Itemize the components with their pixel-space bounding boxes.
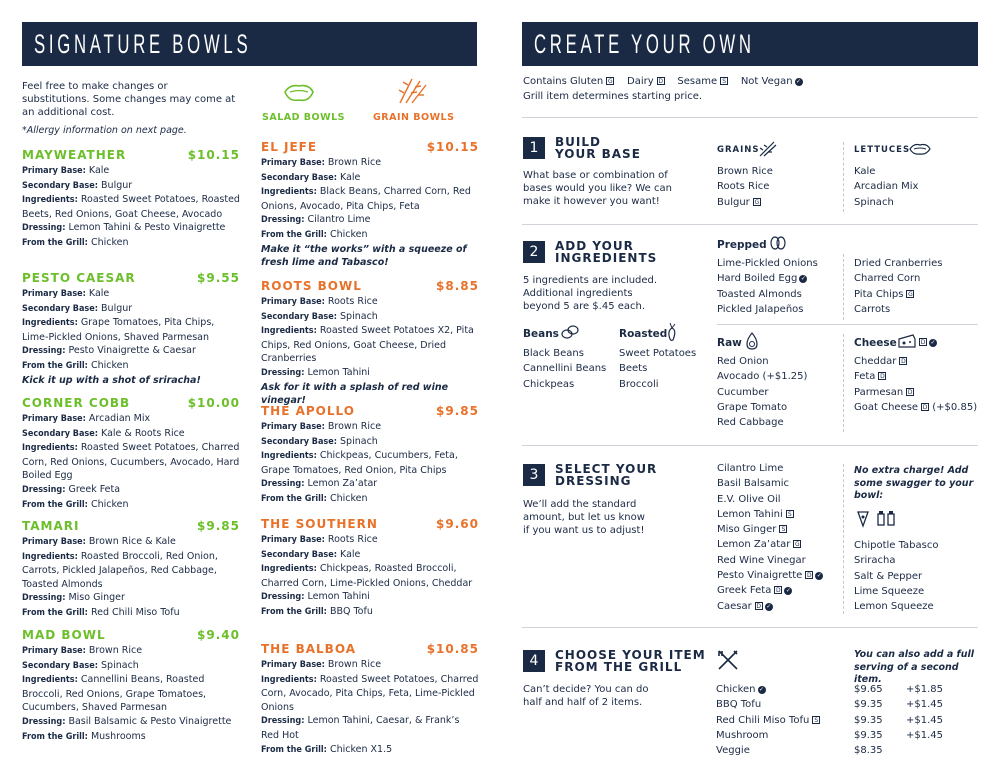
bowl-price: $9.40 [197,628,240,642]
list-item: Goat Cheese D (+$0.85) [854,401,978,413]
grill-items [716,682,943,758]
bowl-name: TAMARI [22,519,80,533]
bowl-name: THE BALBOA [261,642,356,656]
list-item: Red Wine Vinegar [717,554,806,566]
list-item: Chipotle Tabasco [854,540,939,551]
bowl-line: Ingredients: Chickpeas, Roasted Broccoli, Charred Corn, Lime-Pickled Onions, Cheddar [261,563,473,589]
bowl-price: $9.85 [436,404,479,418]
bowl-line: Secondary Base: Kale [261,171,361,183]
bowl-6 [261,279,479,408]
bowl-price: $9.60 [436,517,479,531]
step-3-desc: We’ll add the standard amount, but let us know if you want us to adjust! [523,499,645,536]
bowl-line: From the Grill: Chicken [261,228,368,240]
list-item: Cucumber [717,386,769,398]
bowl-1 [22,271,240,387]
bowl-5 [261,140,479,270]
cheese-icon [897,333,917,349]
bowl-line: Dressing: Lemon Tahini & Pesto Vinaigrette [22,222,226,234]
list-item: Cheddar D [854,356,906,367]
step-1-desc: What base or combination of bases would you like? We can make it however you want! [523,170,672,207]
almond-icon [768,235,788,251]
bowl-line: From the Grill: Chicken [261,492,368,504]
bowl-line: Ingredients: Black Beans, Charred Corn, Red Onions, Avocado, Pita Chips, Feta [261,186,471,212]
lettuce-icon [908,141,932,157]
condiment-icons [854,508,900,528]
beans-heading: Beans [523,328,559,340]
list-item: Broccoli [619,378,659,390]
lettuces-heading: LETTUCES [854,145,911,155]
list-item: Feta D [854,371,885,383]
step-2-number: 2 [523,241,545,263]
bowl-line: Primary Base: Arcadian Mix [22,413,151,424]
list-item: Greek Feta D ✓ [717,585,791,597]
bowl-line: From the Grill: Mushrooms [22,730,146,742]
bowl-line: Primary Base: Brown Rice [261,421,382,432]
bowl-line: Secondary Base: Bulgur [22,179,133,191]
bowl-name: MAYWEATHER [22,148,127,162]
grains-heading: GRAINS [717,145,760,155]
bowl-line: Primary Base: Brown Rice [261,659,382,670]
grill-item-row: Red Chili Miso Tofu S $9.35 +$1.45 [716,714,944,726]
avocado-icon [745,331,759,351]
list-item: Miso Ginger S [717,522,823,537]
step-4-desc: Can’t decide? You can do half and half of 2 items. [523,684,649,708]
bowl-line: Ingredients: Roasted Sweet Potatoes, Roasted Beets, Red Onions, Goat Cheese, Avocado [22,194,240,220]
bowl-line: Ingredients: Roasted Sweet Potatoes, Charred Corn, Avocado, Pita Chips, Feta, Lime-Pickled Onions [261,673,479,713]
bowl-name: THE SOUTHERN [261,517,378,531]
bowl-price: $10.15 [187,148,240,162]
step-3-number: 3 [523,464,545,486]
prepped-list [717,256,818,317]
list-item: Red Cabbage [717,417,784,429]
list-item: Pita Chips G [854,288,913,300]
allergy-note: *Allergy information on next page. [22,125,187,136]
list-item: Chickpeas [523,378,575,390]
bowl-line: Dressing: Lemon Tahini, Caesar, & Frank’s Red Hot [261,715,460,741]
bowl-price: $9.85 [197,519,240,533]
list-item: Pesto Vinaigrette D ✓ [717,570,822,582]
list-item: Basil Balsamic [717,478,790,490]
bowl-name: EL JEFE [261,140,318,154]
bowl-9 [261,642,479,757]
allergen-legend: Contains Gluten G Dairy D Sesame S Not Vegan ✓ [523,76,802,87]
raw-heading: Raw [717,337,742,349]
bowl-line: Ingredients: Grape Tomatoes, Pita Chips, Lime-Pickled Onions, Shaved Parmesan [22,317,215,343]
list-item: Beets [619,363,648,375]
list-item: Caesar D ✓ [717,600,772,612]
bowl-line: From the Grill: BBQ Tofu [261,605,373,617]
bowl-line: Primary Base: Brown Rice [22,645,143,656]
bowl-line: Ingredients: Roasted Sweet Potatoes X2, Pita Chips, Red Onions, Goat Cheese, Dried Cranberries [261,325,474,365]
prepped-heading: Prepped [717,239,767,251]
list-item: Red Onion [717,356,769,367]
list-item: Cannellini Beans [523,363,607,375]
bowl-line: From the Grill: Chicken X1.5 [261,743,393,755]
bowl-line: Secondary Base: Bulgur [22,302,133,314]
step-2-desc: 5 ingredients are included. Additional ingredients beyond 5 are $.45 each. [523,275,658,312]
dressing-list [717,461,823,614]
bowl-line: Ingredients: Chickpeas, Cucumbers, Feta, Grape Tomatoes, Red Onion, Pita Chips [261,450,458,476]
bowl-line: Dressing: Cilantro Lime [261,214,371,226]
bowl-line: Dressing: Miso Ginger [22,592,125,604]
bowl-price: $10.00 [187,396,240,410]
beans-icon [560,324,580,340]
bowl-tip: Ask for it with a splash of red wine vinegar! [261,381,449,407]
step-4-title: CHOOSE YOUR ITEM FROM THE GRILL [555,648,706,674]
bowl-line: Primary Base: Brown Rice & Kale [22,536,176,547]
list-item: Spinach [854,196,894,208]
step-1-title: BUILD YOUR BASE [555,135,641,161]
gluten-icon: G [607,78,613,85]
grill-item-row: Mushroom $9.35 +$1.45 [716,729,944,741]
signature-bowls-banner: SIGNATURE BOWLS [22,22,477,66]
grill-item-row: BBQ Tofu $9.35 +$1.45 [716,699,944,711]
grains-list [717,164,773,210]
list-item: Salt & Pepper [854,570,923,582]
bowl-price: $8.85 [436,279,479,293]
bowl-line: From the Grill: Chicken [22,498,129,510]
list-item: Roots Rice [717,181,770,193]
bowl-line: Primary Base: Kale [22,165,110,176]
bowl-3 [22,519,240,621]
bowl-line: Ingredients: Cannellini Beans, Roasted Broccoli, Red Onions, Grape Tomatoes, Cucumbers, Shaved Parmesan [22,674,207,714]
roasted-heading: Roasted [619,328,668,340]
bowl-line: Secondary Base: Spinach [261,435,378,447]
cheese-heading: Cheese [854,337,897,349]
step-2-title: ADD YOUR INGREDIENTS [555,239,658,265]
list-item: Lemon Za’atar G [717,539,800,551]
bowl-name: PESTO CAESAR [22,271,136,285]
bowl-line: Secondary Base: Spinach [261,310,378,322]
list-item: Carrots [854,303,891,315]
bowl-price: $10.85 [426,642,479,656]
list-item: Lemon Tahini S [717,507,823,522]
raw-list [717,354,807,430]
list-item: Arcadian Mix [854,181,919,193]
bowl-line: Secondary Base: Kale & Roots Rice [22,427,185,439]
bowl-line: Ingredients: Roasted Sweet Potatoes, Charred Corn, Red Onions, Cucumbers, Avocado, Hard Boiled Egg [22,442,240,482]
bowl-line: From the Grill: Chicken [22,359,129,371]
bowl-8 [261,517,479,620]
list-item: Brown Rice [717,166,773,177]
bowl-line: Primary Base: Brown Rice [261,157,382,168]
list-item: Bulgur G [717,196,760,208]
bowl-name: CORNER COBB [22,396,131,410]
prepped-list-2 [854,256,943,317]
salad-icon [282,80,316,104]
list-item: Toasted Almonds [717,288,802,300]
not-vegan-icon: ✓ [796,78,802,85]
cheese-dairy-marks: D ✓ [920,339,936,346]
list-item: Grape Tomato [717,401,788,413]
list-item: Sweet Potatoes [619,348,697,359]
bowl-name: THE APOLLO [261,404,355,418]
step-1-number: 1 [523,137,545,159]
bowl-name: ROOTS BOWL [261,279,362,293]
bowl-line: Dressing: Pesto Vinaigrette & Caesar [22,345,196,357]
list-item: Black Beans [523,348,584,359]
bowl-name: MAD BOWL [22,628,106,642]
salad-bowls-label: SALAD BOWLS [262,112,345,123]
bowl-tip: Kick it up with a shot of sriracha! [22,374,201,386]
bowl-line: Dressing: Lemon Za’atar [261,478,378,490]
grain-bowls-label: GRAIN BOWLS [373,112,455,123]
list-item: Hard Boiled Egg ✓ [717,273,806,285]
list-item: Parmesan D [854,386,913,398]
step-4-number: 4 [523,650,545,672]
create-your-own-banner: CREATE YOUR OWN [522,22,978,66]
list-item: Sriracha [854,555,896,567]
list-item: Kale [854,166,876,177]
bowl-line: From the Grill: Chicken [22,236,129,248]
list-item: Lemon Squeeze [854,601,934,613]
bowl-line: Secondary Base: Kale [261,548,361,560]
grill-note: Grill item determines starting price. [523,91,703,102]
roasted-icon [664,322,680,342]
list-item: Lime Squeeze [854,585,925,597]
roasted-list [619,346,696,392]
list-item: Pickled Jalapeños [717,303,804,315]
list-item: Cilantro Lime [717,463,784,474]
bowl-price: $10.15 [426,140,479,154]
dairy-icon: D [658,78,663,85]
bowl-line: Dressing: Lemon Tahini [261,591,370,603]
bowl-line: From the Grill: Red Chili Miso Tofu [22,606,180,618]
bowl-line: Primary Base: Kale [22,288,110,299]
sesame-icon: S [720,77,728,85]
grill-item-row: Chicken ✓ $9.65 +$1.85 [716,684,944,695]
bowl-2 [22,396,240,512]
list-item: Lime-Pickled Onions [717,258,818,269]
extras-list [854,538,938,614]
bowl-tip: Make it “the works” with a squeeze of fresh lime and Tabasco! [261,243,467,269]
bowl-7 [261,404,479,507]
grill-item-row: Veggie $8.35 [716,745,883,757]
intro-text: Feel free to make changes or substitutions. Some changes may come at an additional cost. [22,81,236,118]
list-item: Charred Corn [854,273,921,285]
bowl-price: $9.55 [197,271,240,285]
bowl-line: Ingredients: Roasted Broccoli, Red Onion, Carrots, Pickled Jalapeños, Red Cabbage, Toasted Almonds [22,550,218,590]
bowl-line: Dressing: Lemon Tahini [261,366,370,378]
grains-icon [758,140,778,158]
grill-second-item-note: You can also add a full serving of a second item. [854,649,974,685]
bowl-line: Dressing: Greek Feta [22,483,121,495]
cheese-list [854,354,977,415]
list-item: Dried Cranberries [854,258,943,269]
extras-note: No extra charge! Add some swagger to your bowl: [854,465,974,501]
list-item: Avocado (+$1.25) [717,371,808,383]
bowl-line: Secondary Base: Spinach [22,659,139,671]
bowl-line: Primary Base: Roots Rice [261,296,378,307]
beans-list [523,346,606,392]
lettuces-list [854,164,918,210]
step-3-title: SELECT YOUR DRESSING [555,462,658,488]
bowl-0 [22,148,240,251]
grill-utensils-icon [716,648,740,672]
grain-icon [396,75,430,105]
list-item: E.V. Olive Oil [717,493,781,505]
bowl-4 [22,628,240,744]
bowl-line: Primary Base: Roots Rice [261,534,378,545]
bowl-line: Dressing: Basil Balsamic & Pesto Vinaigrette [22,715,232,727]
